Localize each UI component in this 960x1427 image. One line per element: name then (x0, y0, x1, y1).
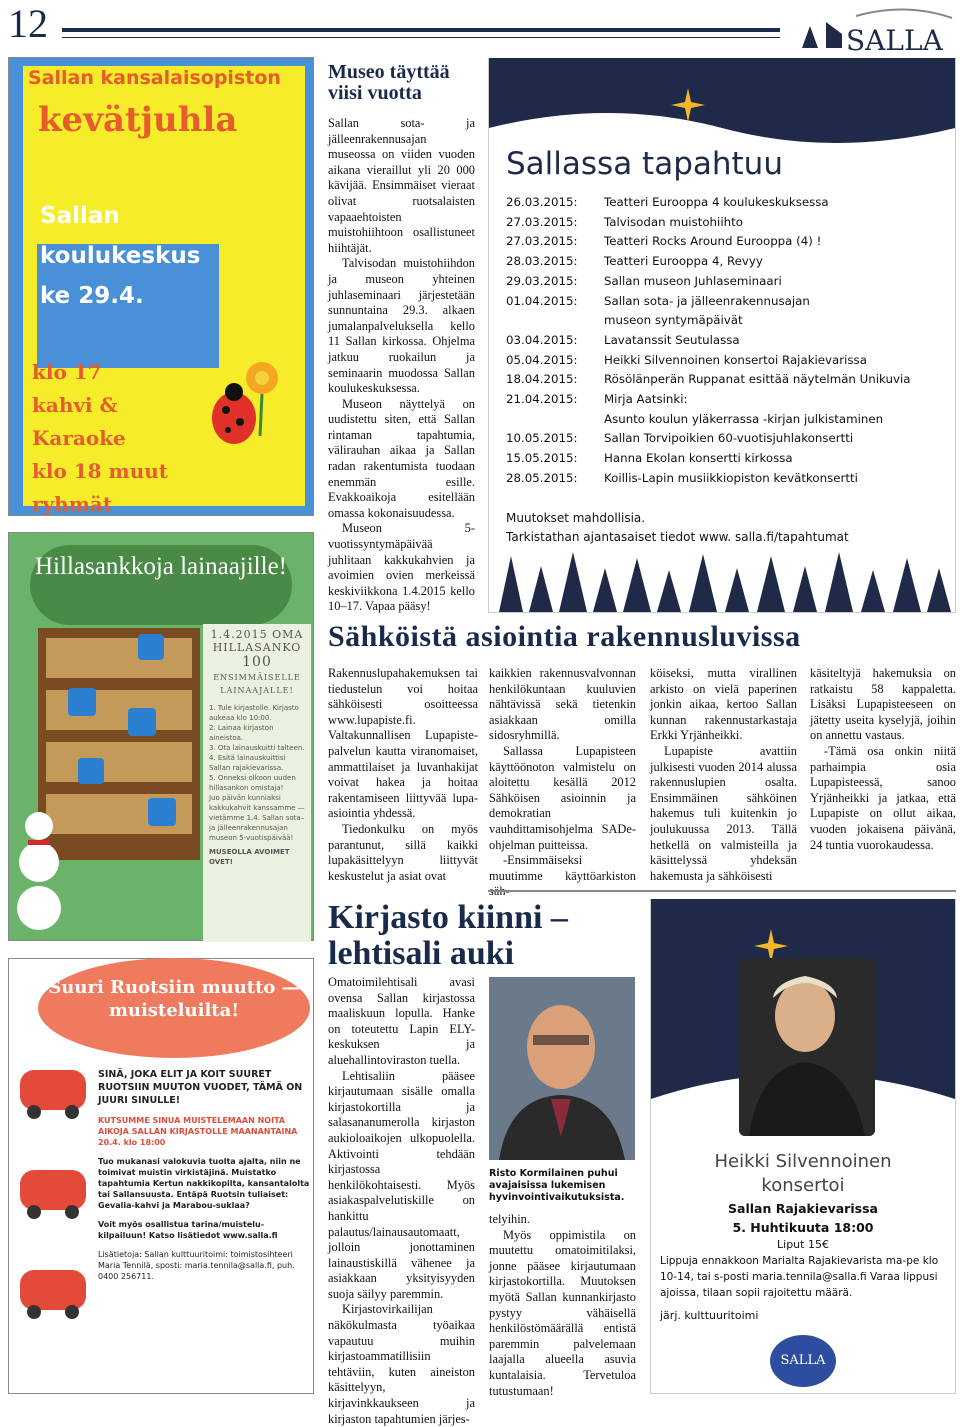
event-title: museon syntymäpäivät (604, 313, 743, 328)
paragraph: kaikkien rakennusvalvonnan henkilökuntaan kuuluvien nähtävissä sekä tietenkin asiakkaan omilla sidosryhmillä. (489, 666, 636, 743)
event-date: 18.04.2015: (506, 372, 578, 387)
event-title: Koillis-Lapin musiikkiopiston kevätkonsertti (604, 470, 858, 485)
museo-article (328, 116, 475, 615)
paragraph: Talvisodan muistohiihdon ja museon yhteinen juhlaseminaari järjestetään sunnuntaina 29.3. alkaen jumalanpalveluksella kello 11 Sallan kirkossa. Ohjelma jatkuu ruokailun ja seminaarin muodossa Sallan koulukeskuksessa. (328, 256, 475, 396)
cars-illustration (14, 1060, 94, 1380)
event-row (506, 449, 946, 469)
events-list (506, 193, 946, 489)
event-row (506, 390, 946, 410)
sweden-contact: Lisätietoja: Sallan kulttuuritoimi: toimistosihteeri Maria Tennilä, sposti: maria.tennila@salla.fi, puh. 0400 256711. (98, 1250, 295, 1281)
event-date: 27.03.2015: (506, 214, 578, 229)
concert-organizer: järj. kulttuuritoimi (660, 1309, 759, 1322)
event-date: 28.03.2015: (506, 254, 578, 269)
concert-artist: Heikki Silvennoinen konsertoi (714, 1151, 892, 1196)
kirjasto-col2 (489, 1212, 636, 1399)
paragraph: Sallan sota- ja jälleenrakennusajan museossa on viiden vuoden aikana vieraillut yli 20 000 kävijää. Ensimmäiset vieraat olivat ruotsalaisten vapaaehtoisten muistohiihtoon osallistuneet hiihtäjät. (328, 116, 475, 255)
snowman-icon (14, 800, 64, 930)
museo-headline: Museo täyttää viisi vuotta (328, 61, 450, 104)
concert-price: Liput 15€ (777, 1238, 829, 1251)
page-number: 12 (8, 1, 48, 46)
header-rule (62, 28, 780, 32)
event-row (506, 410, 946, 430)
kirjasto-headline: Kirjasto kiinni – lehtisali auki (328, 899, 568, 972)
events-notes (506, 509, 849, 547)
concert-venue: Sallan Rajakievarissa 5. Huhtikuuta 18:00 (728, 1201, 878, 1235)
event-date: 28.05.2015: (506, 470, 578, 485)
step: 3. Ota lainauskuitti talteen. (209, 744, 305, 752)
events-note: Muutokset mahdollisia. (506, 511, 646, 525)
paragraph: -Tämä osa onkin niitä parhaimpia osia Lupapisteessä, sanoo Yrjänheikki ja jatkaa, että Lupapiste on ollut aikaa, vuoden jokaisena päivänä, 24 tuntia vuorokaudessa. (810, 743, 956, 852)
event-date: 15.05.2015: (506, 451, 578, 466)
sweden-intro: SINÄ, JOKA ELIT JA KOIT SUURET RUOTSIIN MUUTON VUODET, TÄMÄ ON JUURI SINULLE! (98, 1069, 303, 1106)
salla-badge-logo: SALLA (770, 1335, 836, 1387)
event-title: Sallan museon Juhlaseminaari (604, 273, 782, 288)
event-title: Teatteri Eurooppa 4, Revyy (604, 254, 763, 269)
paragraph: Museon näyttelyä on uudistettu siten, että Sallan rintaman tapahtumia, välirauhan aikaa ja Sallan radan rakentumista tuodaan enemmän esille. Evakkoaikoja esitellään omassa kokonaisuudessa. (328, 396, 475, 520)
step: 4. Esitä lainauskuittisi Sallan rajakievarissa. (209, 754, 286, 772)
sahkoista-col2 (489, 666, 636, 900)
logo-text: SALLA (846, 24, 943, 56)
event-row (506, 429, 946, 449)
concert-info: Lippuja ennakkoon Marialta Rajakievarista ma-pe klo 10-14, tai s-posti maria.tennila@salla.fi Varaa lippusi ajoissa, tilaan sopii rajoitettu määrä. (660, 1255, 939, 1299)
kirjasto-col1 (328, 975, 475, 1427)
paragraph: Museon 5-vuotissyntymäpäivää juhlitaan kakkukahvien ja avoimien ovien merkeissä keskiviikkona 1.4.2015 kello 10–17. Vapaa pääsy! (328, 521, 475, 614)
paragraph: Myös oppimistila on muutettu omatoimitilaksi, jonne pääsee kirjautumaan kirjastokortilla. Muutoksen myötä Sallan kunnankirjasto pystyy vähäisellä henkilöstömäärällä entistä paremmin palvelemaan laajalla alueella asuvia kuntalaisia. Tervetuloa tutustumaan! (489, 1227, 636, 1398)
event-title: Teatteri Rocks Around Eurooppa (4) ! (604, 234, 822, 249)
paragraph: Lehtisaliin pääsee kirjautumaan sisälle omalla kirjastokortilla ja salasananumerolla kirjaston aukioloaikojen ulkopuolella. Aktivointi tehdään kirjastossa henkilökohtaisesti. Myös asiakaspalvelutiskille on hankittu palautus/lainausautomaatt, jolloin jonottaminen lainaustiskillä vähenee ja asiakkaan yksityisyyden suoja säilyy paremmin. (328, 1068, 475, 1301)
event-title: Hanna Ekolan konsertti kirkossa (604, 451, 793, 466)
sahkoista-col1 (328, 666, 478, 884)
event-row (506, 351, 946, 371)
cloudberry-date: 1.4.2015 OMA HILLASANKO (210, 628, 304, 654)
star-icon (489, 58, 955, 148)
events-night-sky (489, 58, 955, 148)
person-photo-icon (489, 977, 635, 1160)
paragraph: käsiteltyjä hakemuksia on ratkaistu 58 kappaletta. Lisäksi Lupapisteeseen on jätetty useita kyselyjä, joihin on annettu vastaus. (810, 666, 956, 743)
event-row (506, 213, 946, 233)
salla-logo-icon (796, 8, 956, 56)
salla-logo (796, 8, 956, 56)
ad-title: kevätjuhla (38, 100, 238, 140)
sweden-body (98, 1068, 310, 1282)
event-date: 26.03.2015: (506, 195, 578, 209)
event-title: Sallan sota- ja jälleenrakennusajan (604, 293, 810, 308)
sweden-contest: Voit myös osallistua tarina/muistelu-kilpailuun! Katso lisätiedot www.salla.fi (98, 1220, 278, 1240)
paragraph: Lupapiste avattiin julkisesti vuoden 2014 alussa rakennuslupien osalta. Ensimmäinen sähköinen hakemus tuli kuitenkin jo joulukuussa 2013. Tällä hetkellä on valmisteilla ja käsittelyssä yhdeksän hakemusta ja sähköisesti (650, 743, 797, 883)
sahkoista-headline: Sähköistä asiointia rakennusluvissa (328, 620, 801, 653)
event-row (506, 292, 946, 312)
musician-photo (739, 958, 875, 1136)
ladybug-illustration (200, 356, 290, 456)
event-date: 05.04.2015: (506, 352, 578, 367)
event-date: 29.03.2015: (506, 273, 578, 288)
event-date: 21.04.2015: (506, 392, 578, 407)
guitarist-photo-icon (739, 958, 875, 1136)
paragraph: Sallassa Lupapisteen käyttöönoton valmistelu on aloitettu kesällä 2012 Sähköisen asioinnin ja demokratian vauhdittamisohjelma SADe-ohjelman puitteissa. (489, 743, 636, 852)
step: 2. Lainaa kirjaston aineistoa. (209, 724, 274, 742)
event-row (506, 469, 946, 489)
paragraph: Kirjastovirkailijan näkökulmasta työaikaa vapautuu muihin kirjastoammatillisiin tehtäviin, kuten aineiston käsittelyyn, kirjavinkkaukseen ja kirjaston tapahtumien järjes- (328, 1302, 475, 1426)
events-title: Sallassa tapahtuu (506, 146, 783, 182)
paragraph: -Ensimmäiseksi muutimme käyttöarkiston (489, 853, 636, 883)
event-date: 10.05.2015: (506, 431, 578, 446)
paragraph: telyihin. (489, 1212, 530, 1226)
step: 1. Tule kirjastolle. Kirjasto aukeaa klo 10:00. (209, 704, 299, 722)
ad-schedule: klo 17 kahvi & Karaoke klo 18 muut ryhmät (32, 360, 169, 516)
paragraph: Rakennuslupahakemuksen tai tiedustelun voi hoitaa sähköisesti osoitteessa www.lupapiste.fi. Valtakunnallisen Lupapiste-palvelun kautta viranomaiset, ammattilaiset ja luvanhakijat voivat hakea ja hoitaa rakentamiseen liittyvää lupa-asiointia yhdessä. (328, 666, 478, 821)
ad-subtitle: Sallan kansalaisopiston (28, 67, 281, 89)
event-row (506, 331, 946, 351)
event-date (506, 311, 604, 331)
sahkoista-col4 (810, 666, 956, 853)
events-link[interactable]: Tarkistathan ajantasaiset tiedot www. salla.fi/tapahtumat (506, 530, 849, 544)
event-date (506, 410, 604, 430)
event-row (506, 232, 946, 252)
event-title: Asunto koulun yläkerrassa -kirjan julkistaminen (604, 411, 884, 426)
forest-silhouette (489, 548, 955, 612)
sweden-title: Suuri Ruotsiin muutto —muisteluilta! (38, 958, 310, 1058)
event-row (506, 193, 946, 213)
event-title: Sallan Torvipoikien 60-vuotisjuhlakonsertti (604, 431, 854, 446)
header-rule-thin (62, 37, 780, 38)
step: 5. Onneksi olkoon uuden hillasankon omistaja! (209, 774, 296, 792)
event-date: 01.04.2015: (506, 293, 578, 308)
event-row (506, 272, 946, 292)
cloudberry-title: Hillasankkoja lainaajille! (30, 545, 292, 625)
trees-icon (489, 548, 955, 612)
sahkoista-col3 (650, 666, 797, 884)
paragraph: Omatoimilehtisali avasi ovensa Sallan kirjastossa maaliskuun lopulla. Hanke on toteutettu Lapin ELY-keskuksen ja aluehallintoviraston tuella. (328, 975, 475, 1067)
sweden-invite: KUTSUMME SINUA MUISTELEMAAN NOITA AIKOJA SALLAN KIRJASTOLLE MAANANTAINA 20.4. klo 18:00 (98, 1116, 298, 1147)
sweden-text: Tuo mukanasi valokuvia tuolta ajalta, niin ne toimivat muistin virkistäjinä. Muistatko tapahtumia Kertun nakkikopilta, kansantalolta tai Sallansuusta. Entäpä Ruotsin tuliaiset: Gevalia-kahvi ja Marabou-suklaa? (98, 1157, 310, 1210)
paragraph: köiseksi, mutta virallinen arkisto on vielä paperinen jonkin aikaa, kertoo Sallan kunnan rakennustarkastaja Erkki Yrjänheikki. (650, 666, 797, 743)
event-date: 27.03.2015: (506, 234, 578, 249)
cloudberry-instructions (203, 624, 311, 942)
cloudberry-target: ENSIMMÄISELLE LAINAAJALLE! (213, 673, 301, 695)
event-title: Rösölänperän Ruppanat esittää näytelmän Unikuvia (604, 372, 911, 387)
ladybug-icon (200, 356, 290, 456)
section-divider (488, 890, 956, 892)
cloudberry-note: Juo päivän kunniaksi kakkukahvit kanssamme — vietämme 1.4. Sallan sota– ja jälleenrakennusajan museon 5-vuotispäivää! (209, 794, 305, 842)
event-row (506, 370, 946, 390)
photo-caption: Risto Kormilainen puhui avajaisissa lukemisen hyvinvointivaikutuksista. (489, 1168, 625, 1203)
car-icons (14, 1060, 94, 1380)
event-title: Teatteri Eurooppa 4 koulukeskuksessa (604, 195, 829, 209)
event-date: 03.04.2015: (506, 332, 578, 347)
event-title: Talvisodan muistohiihto (604, 214, 743, 229)
event-row (506, 311, 946, 331)
cloudberry-count: 100 (242, 654, 272, 670)
cloudberry-footer: MUSEOLLA AVOIMET OVET! (209, 848, 290, 866)
event-title: Mirja Aatsinki: (604, 392, 688, 407)
ad-location: Sallan koulukeskus ke 29.4. (40, 203, 201, 309)
speaker-photo (489, 977, 635, 1160)
paragraph: Tiedonkulku on myös parantunut, sillä kaikki lupakäsittelyyn liittyvät keskustelut ja asiat ovat (328, 821, 478, 883)
event-title: Lavatanssit Seutulassa (604, 332, 740, 347)
event-title: Heikki Silvennoinen konsertoi Rajakievarissa (604, 352, 867, 367)
snowman-illustration (14, 800, 64, 930)
event-row (506, 252, 946, 272)
